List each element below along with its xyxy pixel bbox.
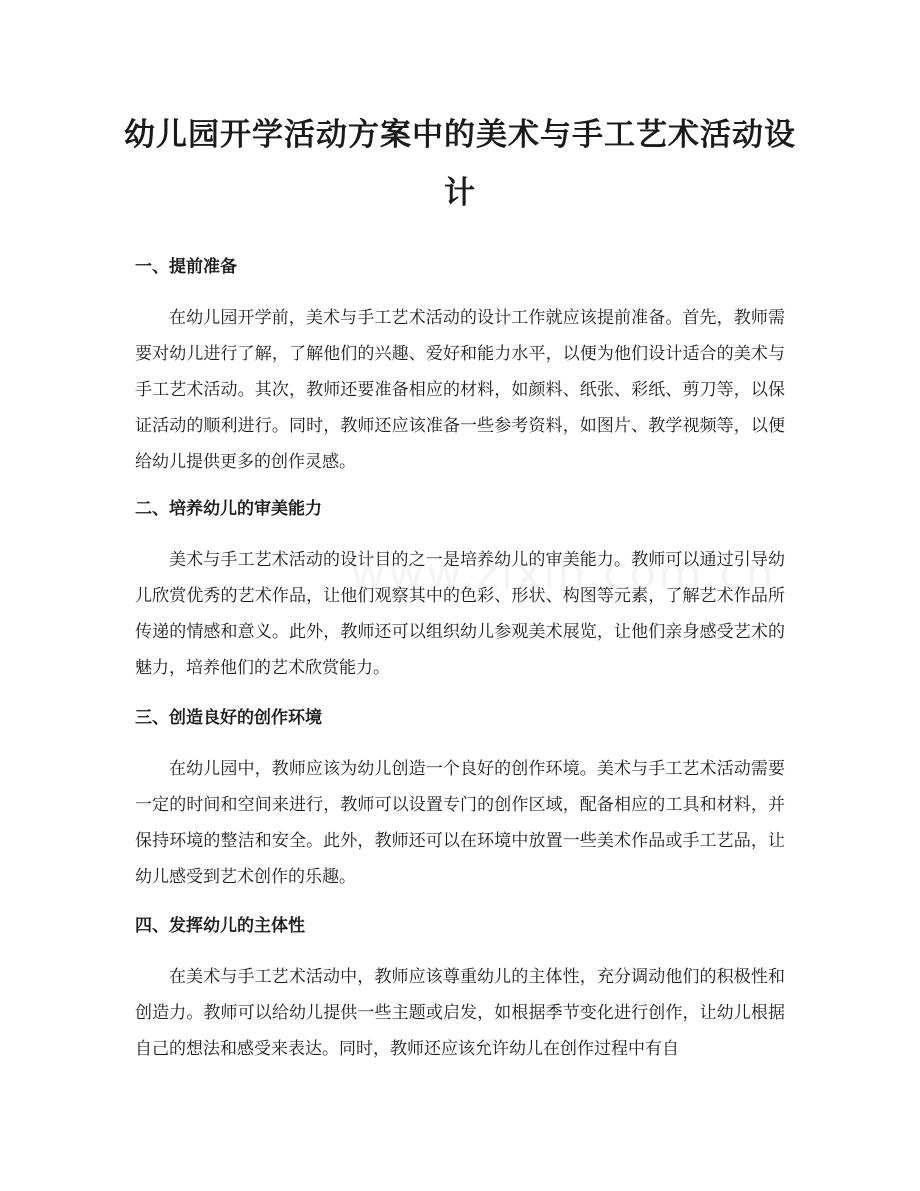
section-paragraph-4: 在美术与手工艺术活动中，教师应该尊重幼儿的主体性，充分调动他们的积极性和创造力。教师可以给幼儿提供一些主题或启发，如根据季节变化进行创作，让幼儿根据自己的想法和感受来表达。同时，教师还应该允许幼儿在创作过程中有自 <box>135 967 785 1059</box>
section-heading-1: 一、提前准备 <box>135 257 237 277</box>
section-heading-3: 三、创造良好的创作环境 <box>135 708 322 728</box>
section-paragraph-1: 在幼儿园开学前，美术与手工艺术活动的设计工作就应该提前准备。首先，教师需要对幼儿进行了解，了解他们的兴趣、爱好和能力水平，以便为他们设计适合的美术与手工艺术活动。其次，教师还要准备相应的材料，如颜料、纸张、彩纸、剪刀等，以保证活动的顺利进行。同时，教师还应该准备一些参考资料，如图片、教学视频等，以便给幼儿提供更多的创作灵感。 <box>135 308 785 472</box>
section-paragraph-3: 在幼儿园中，教师应该为幼儿创造一个良好的创作环境。美术与手工艺术活动需要一定的时间和空间来进行，教师可以设置专门的创作区域，配备相应的工具和材料，并保持环境的整洁和安全。此外，教师还可以在环境中放置一些美术作品或手工艺品，让幼儿感受到艺术创作的乐趣。 <box>135 759 785 887</box>
section-heading-4: 四、发挥幼儿的主体性 <box>135 916 305 936</box>
document-title: 幼儿园开学活动方案中的美术与手工艺术活动设计 <box>124 117 796 211</box>
section-heading-2: 二、培养幼儿的审美能力 <box>135 499 322 519</box>
section-paragraph-2: 美术与手工艺术活动的设计目的之一是培养幼儿的审美能力。教师可以通过引导幼儿欣赏优秀的艺术作品，让他们观察其中的色彩、形状、构图等元素，了解艺术作品所传递的情感和意义。此外，教师还可以组织幼儿参观美术展览，让他们亲身感受艺术的魅力，培养他们的艺术欣赏能力。 <box>135 550 785 678</box>
